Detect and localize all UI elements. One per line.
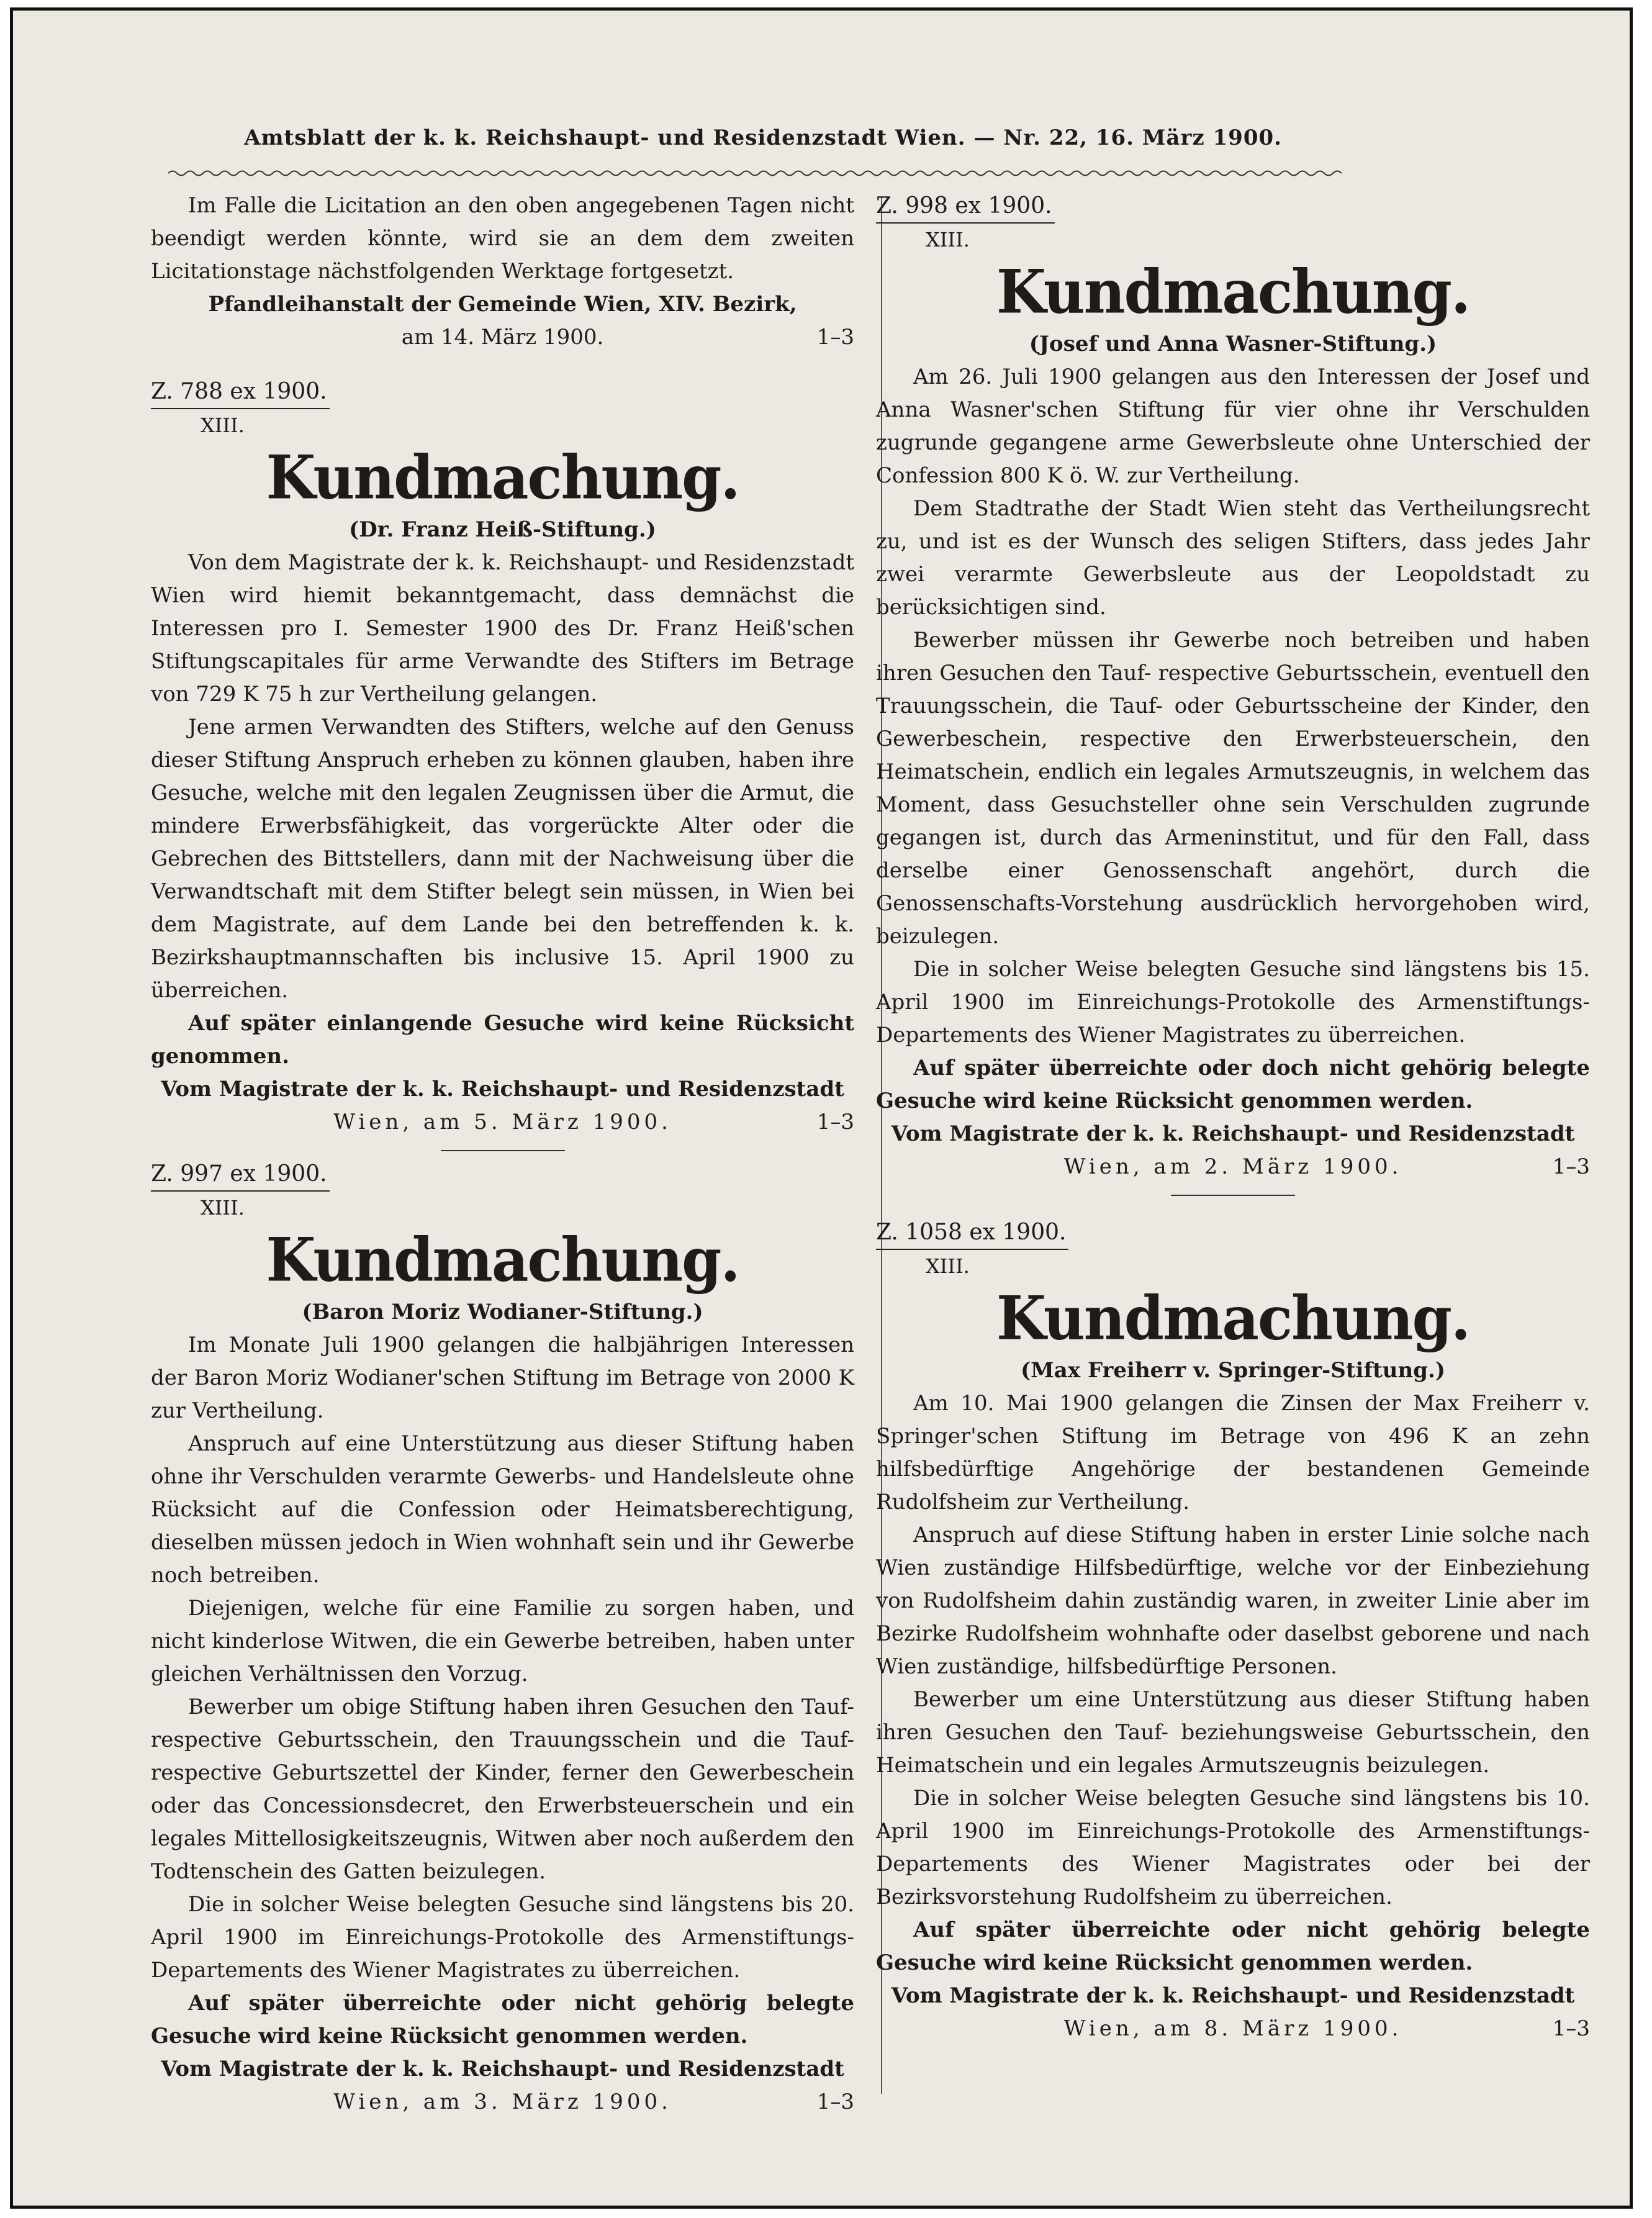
notice-ref: 1–3: [816, 2089, 854, 2114]
notice-subtitle: (Josef und Anna Wasner-Stiftung.): [1029, 332, 1437, 356]
notice-paragraph: Bewerber müssen ihr Gewerbe noch betreiben und haben ihren Gesuchen den Tauf- respective Geburtsschein, eventuell den Trauungsschein, die Tauf- oder Geburtsscheine der Kinder, den Gewerbeschein, respective den Erwerbsteuerschein, den Heimatschein, endlich ein legales Armutszeugnis, in welchem das Moment, dass Gesuchsteller ohne sein Verschulden zugrunde gegangen ist, durch das Armeninstitut, und für den Fall, dass derselbe einer Genossenschaft angehört, durch die Genossenschafts-Vorstehung ausdrücklich hervorgehoben wird, beizulegen.: [876, 628, 1590, 949]
notice-ref: 1–3: [1552, 2016, 1590, 2041]
notice-section: XIII.: [926, 228, 970, 251]
notice-paragraph: Auf später überreichte oder nicht gehörig belegte Gesuche wird keine Rücksicht genommen werden.: [151, 1991, 854, 2048]
notice-paragraph: Am 10. Mai 1900 gelangen die Zinsen der Max Freiherr v. Springer'schen Stiftung im Betrage von 496 K an zehn hilfsbedürftige Angehörige der bestandenen Gemeinde Rudolfsheim zur Vertheilung.: [876, 1391, 1590, 1514]
intro-signer: Pfandleihanstalt der Gemeinde Wien, XIV. Bezirk,: [208, 292, 797, 317]
intro-ref: 1–3: [816, 325, 854, 350]
notice-signer: Vom Magistrate der k. k. Reichshaupt- und Residenzstadt: [891, 1121, 1575, 1146]
notice-zahl: Z. 788 ex 1900.: [151, 375, 854, 409]
intro-paragraph: Im Falle die Licitation an den oben angegebenen Tagen nicht beendigt werden könnte, wird sie an dem dem zweiten Licitationstage nächstfolgenden Werktage fortgesetzt.: [151, 193, 854, 284]
notice-section: XIII.: [926, 1254, 970, 1278]
intro-date: am 14. März 1900.: [401, 325, 604, 350]
divider: [441, 1150, 565, 1151]
divider: [1171, 1195, 1295, 1196]
notice-paragraph: Von dem Magistrate der k. k. Reichshaupt- und Residenzstadt Wien wird hiemit bekanntgemacht, dass demnächst die Interessen pro I. Semester 1900 des Dr. Franz Heiß'schen Stiftungscapitales für arme Verwandte des Stifters im Betrage von 729 K 75 h zur Vertheilung gelangen.: [151, 550, 854, 707]
notice-signer: Vom Magistrate der k. k. Reichshaupt- und Residenzstadt: [161, 1077, 844, 1102]
notice-zahl: Z. 1058 ex 1900.: [876, 1216, 1590, 1250]
intro-date-line: [151, 321, 854, 354]
notice-title: Kundmachung.: [266, 1224, 739, 1295]
notice-paragraph: Auf später überreichte oder doch nicht gehörig belegte Gesuche wird keine Rücksicht genommen werden.: [876, 1056, 1590, 1113]
notice-paragraph: Anspruch auf eine Unterstützung aus dieser Stiftung haben ohne ihr Verschulden verarmte Gewerbs- und Handelsleute ohne Rücksicht auf die Confession oder Heimatsberechtigung, dieselben müssen jedoch in Wien wohnhaft sein und ihr Gewerbe noch betreiben.: [151, 1431, 854, 1588]
notice-paragraph: Auf später einlangende Gesuche wird keine Rücksicht genommen.: [151, 1011, 854, 1069]
notice-date-line: [151, 2086, 854, 2119]
notice-subtitle: (Baron Moriz Wodianer-Stiftung.): [302, 1300, 703, 1324]
notice-date-line: [876, 2012, 1590, 2045]
notice-paragraph: Die in solcher Weise belegten Gesuche sind längstens bis 15. April 1900 im Einreichungs-Protokolle des Armenstiftungs-Departements des Wiener Magistrates zu überreichen.: [876, 957, 1590, 1048]
notice-title: Kundmachung.: [266, 442, 739, 513]
notice-subtitle: (Max Freiherr v. Springer-Stiftung.): [1021, 1358, 1445, 1383]
notice-date-line: [151, 1106, 854, 1139]
notice-paragraph: Jene armen Verwandten des Stifters, welche auf den Genuss dieser Stiftung Anspruch erheben zu können glauben, haben ihre Gesuche, welche mit den legalen Zeugnissen über die Armut, die mindere Erwerbsfähigkeit, das vorgerückte Alter oder die Gebrechen des Bittstellers, dann mit der Nachweisung über die Verwandtschaft mit dem Stifter belegt sein müssen, in Wien bei dem Magistrate, auf dem Lande bei den betreffenden k. k. Bezirkshauptmannschaften bis inclusive 15. April 1900 zu überreichen.: [151, 715, 854, 1003]
notice-ref: 1–3: [816, 1110, 854, 1134]
left-column: [151, 189, 854, 2119]
right-column: [876, 189, 1590, 2045]
notice-signer: Vom Magistrate der k. k. Reichshaupt- und Residenzstadt: [891, 1983, 1575, 2008]
notice-paragraph: Diejenigen, welche für eine Familie zu sorgen haben, und nicht kinderlose Witwen, die ein Gewerbe betreiben, haben unter gleichen Verhältnissen den Vorzug.: [151, 1596, 854, 1686]
notice-section: XIII.: [201, 414, 245, 437]
notice-paragraph: Im Monate Juli 1900 gelangen die halbjährigen Interessen der Baron Moriz Wodianer'schen Stiftung im Betrage von 2000 K zur Vertheilung.: [151, 1333, 854, 1423]
notice-ref: 1–3: [1552, 1154, 1590, 1179]
notice-paragraph: Dem Stadtrathe der Stadt Wien steht das Vertheilungsrecht zu, und ist es der Wunsch des seligen Stifters, dass jedes Jahr zwei verarmte Gewerbsleute aus der Leopoldstadt zu berücksichtigen sind.: [876, 496, 1590, 620]
header-wavy-rule: [168, 169, 1342, 178]
notice-paragraph: Bewerber um eine Unterstützung aus dieser Stiftung haben ihren Gesuchen den Tauf- beziehungsweise Geburtsschein, den Heimatschein und ein legales Armutszeugnis beizulegen.: [876, 1687, 1590, 1778]
notice-paragraph: Am 26. Juli 1900 gelangen aus den Interessen der Josef und Anna Wasner'schen Stiftung für vier ohne ihr Verschulden zugrunde gegangene arme Gewerbsleute ohne Unterschied der Confession 800 K ö. W. zur Vertheilung.: [876, 364, 1590, 488]
notice-paragraph: Bewerber um obige Stiftung haben ihren Gesuchen den Tauf- respective Geburtsschein, den Trauungsschein und die Tauf- respective Geburtszettel der Kinder, ferner den Gewerbeschein oder das Concessionsdecret, den Erwerbsteuerschein und ein legales Mittellosigkeitszeugnis, Witwen aber noch außerdem den Todtenschein des Gatten beizulegen.: [151, 1695, 854, 1884]
notice-paragraph: Die in solcher Weise belegten Gesuche sind längstens bis 10. April 1900 im Einreichungs-Protokolle des Armenstiftungs-Departements des Wiener Magistrates oder bei der Bezirksvorstehung Rudolfsheim zu überreichen.: [876, 1786, 1590, 1909]
notice-date: Wien, am 2. März 1900.: [1063, 1154, 1402, 1179]
notice-paragraph: Auf später überreichte oder nicht gehörig belegte Gesuche wird keine Rücksicht genommen werden.: [876, 1917, 1590, 1975]
notice-date-line: [876, 1151, 1590, 1184]
notice-zahl: Z. 997 ex 1900.: [151, 1157, 854, 1192]
notice-title: Kundmachung.: [996, 1283, 1470, 1354]
notice-date: Wien, am 8. März 1900.: [1063, 2016, 1402, 2041]
notice-section: XIII.: [201, 1196, 245, 1220]
notice-zahl: Z. 998 ex 1900.: [876, 189, 1590, 224]
notice-subtitle: (Dr. Franz Heiß-Stiftung.): [349, 517, 656, 542]
notice-paragraph: Die in solcher Weise belegten Gesuche sind längstens bis 20. April 1900 im Einreichungs-Protokolle des Armenstiftungs-Departements des Wiener Magistrates zu überreichen.: [151, 1892, 854, 1983]
notice-title: Kundmachung.: [996, 256, 1470, 327]
notice-signer: Vom Magistrate der k. k. Reichshaupt- und Residenzstadt: [161, 2057, 844, 2081]
running-header: Amtsblatt der k. k. Reichshaupt- und Residenzstadt Wien. — Nr. 22, 16. März 1900.: [244, 125, 1282, 150]
notice-paragraph: Anspruch auf diese Stiftung haben in erster Linie solche nach Wien zuständige Hilfsbedürftige, welche vor der Einbeziehung von Rudolfsheim dahin zuständig waren, in zweiter Linie aber im Bezirke Rudolfsheim wohnhafte oder daselbst geborene und nach Wien zuständige, hilfsbedürftige Personen.: [876, 1523, 1590, 1679]
notice-date: Wien, am 3. März 1900.: [333, 2089, 672, 2114]
notice-date: Wien, am 5. März 1900.: [333, 1110, 672, 1134]
